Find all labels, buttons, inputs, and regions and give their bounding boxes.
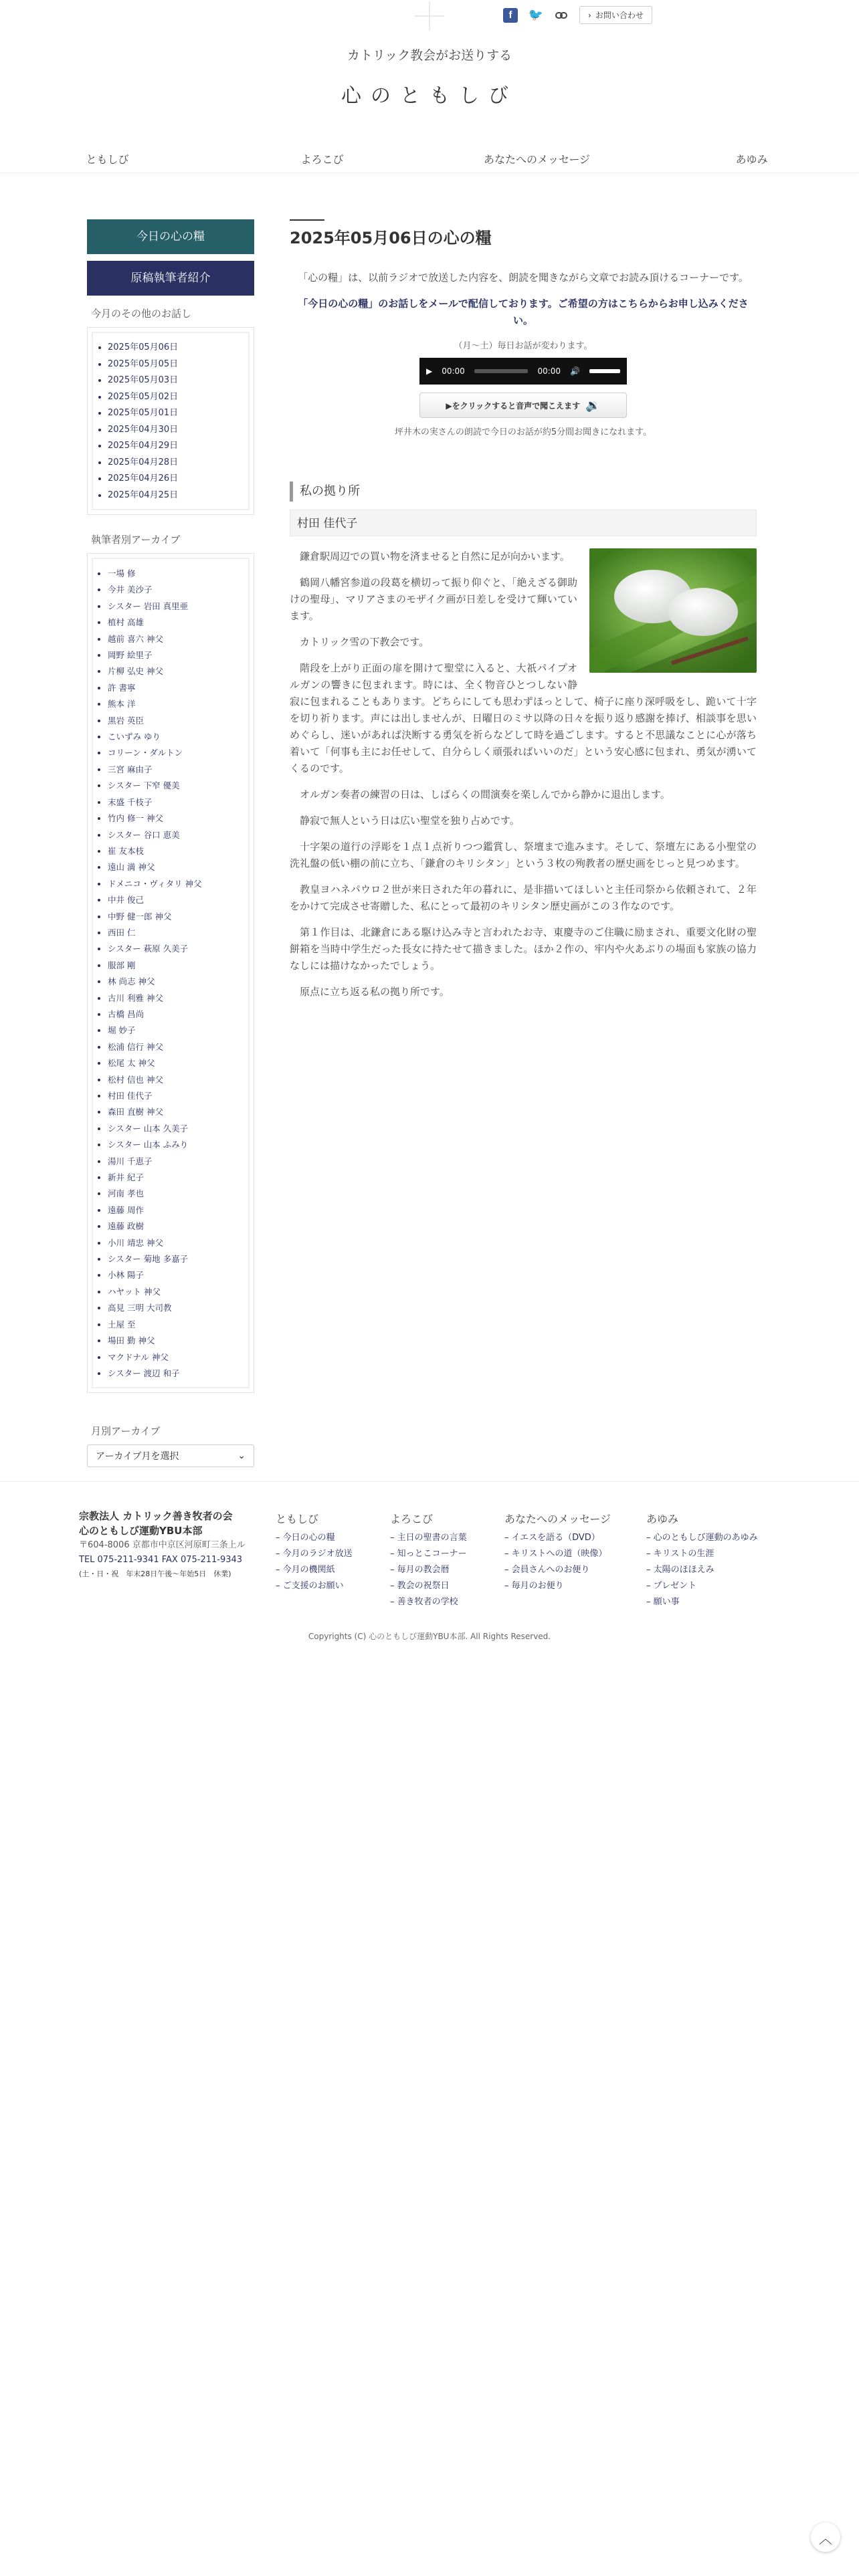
chevron-up-icon: ︿	[819, 2530, 832, 2547]
footer-link-label: 今月の機関紙	[282, 1565, 335, 1575]
audio-button-label: ▶をクリックすると音声で聞こえます	[446, 401, 581, 411]
dash-icon: –	[504, 1533, 512, 1543]
month-list-item[interactable]: • 2025年05月01日	[108, 405, 242, 422]
footer-link-label: 主日の聖書の言葉	[397, 1533, 467, 1543]
author-list-item[interactable]: • 中井 俊己	[108, 892, 242, 908]
footer-col-heading[interactable]: あなたへのメッセージ	[504, 1513, 611, 1525]
twitter-icon[interactable]: 🐦	[528, 8, 544, 22]
author-list-item[interactable]: • 松浦 信行 神父	[108, 1039, 242, 1055]
dash-icon: –	[276, 1549, 283, 1559]
footer-link-label: 毎月の教会暦	[397, 1565, 450, 1575]
author-list-item[interactable]: • シスター 山本 ふみり	[108, 1137, 242, 1153]
footer-col-heading[interactable]: ともしび	[276, 1513, 319, 1525]
dash-icon: –	[390, 1597, 397, 1607]
footer-col-yorokobi	[390, 1511, 467, 1610]
dash-icon: –	[504, 1549, 512, 1559]
intro-text: 「心の糧」は、以前ラジオで放送した内容を、朗読を聞きながら文章でお読み頂けるコーナーです。	[298, 272, 749, 284]
org-address: 〒604-8006 京都市中京区河原町三条上ル	[79, 1540, 246, 1550]
author-list-item[interactable]: • シスター 谷口 恵美	[108, 827, 242, 843]
footer-link[interactable]	[646, 1594, 758, 1610]
dash-icon: –	[646, 1533, 654, 1543]
org-hours: (土・日・祝 年末28日午後〜年始5日 休業)	[79, 1570, 231, 1578]
author-list-item[interactable]: • 松尾 太 神父	[108, 1055, 242, 1071]
author-list-item[interactable]: • 林 尚志 神父	[108, 974, 242, 990]
dash-icon: –	[390, 1533, 397, 1543]
mail-subscribe-link[interactable]: 「今日の心の糧」のお話しをメールで配信しております。ご希望の方はこちらからお申し込みください。	[298, 298, 749, 326]
today-button[interactable]: 今日の心の糧	[87, 219, 254, 254]
footer-link-label: 心のともしび運動のあゆみ	[653, 1533, 758, 1543]
back-to-top-button[interactable]	[811, 2523, 840, 2552]
dash-icon: –	[390, 1565, 397, 1575]
article-paragraph: オルガン奏者の練習の日は、しばらくの間演奏を楽しんでから静かに退出します。	[300, 788, 670, 800]
footer-link-label: ご支援のお願い	[282, 1581, 344, 1591]
author-list-item[interactable]: • 遠山 満 神父	[108, 859, 242, 875]
author-list-item[interactable]: • 黒岩 英臣	[108, 713, 242, 729]
authors-list-box	[87, 553, 254, 1393]
dash-icon: –	[504, 1565, 512, 1575]
month-list-item[interactable]: • 2025年05月03日	[108, 372, 242, 389]
footer-link[interactable]	[646, 1562, 758, 1578]
author-list-item[interactable]: • 小川 靖忠 神父	[108, 1235, 242, 1251]
author-list-item[interactable]: • 三宮 麻由子	[108, 762, 242, 778]
dash-icon: –	[646, 1581, 654, 1591]
author-list-item[interactable]: • 一場 修	[108, 566, 242, 582]
author-list-item[interactable]: • シスター 萩原 久美子	[108, 941, 242, 957]
author-list-item[interactable]: • 植村 高雄	[108, 615, 242, 631]
article-paragraph: 教皇ヨハネパウロ２世が来日された年の暮れに、是非描いてほしいと主任司祭から依頼されて、２年をかけて完成させ寄贈した、私にとって最初のキリシタン歴史画がこの３作なのです。	[290, 883, 757, 912]
footer-link-label: 毎月のお便り	[511, 1581, 564, 1591]
page-title: 2025年05月06日の心の糧	[290, 229, 492, 247]
month-list-item[interactable]: • 2025年05月05日	[108, 356, 242, 373]
footer-link-label: 教会の祝祭日	[397, 1581, 450, 1591]
footer-link[interactable]	[276, 1562, 353, 1578]
footer-link[interactable]	[390, 1546, 467, 1562]
author-list-item[interactable]: • 片柳 弘史 神父	[108, 663, 242, 679]
footer-col-heading[interactable]: よろこび	[390, 1513, 434, 1525]
footer-link[interactable]	[646, 1578, 758, 1594]
author-list-item[interactable]: • 河南 孝也	[108, 1186, 242, 1202]
dash-icon: –	[276, 1581, 283, 1591]
footer-link-label: キリストへの道（映像）	[511, 1549, 607, 1559]
footer-link[interactable]	[276, 1530, 353, 1546]
footer-link[interactable]	[276, 1546, 353, 1562]
footer-link-label: キリストの生涯	[653, 1549, 714, 1559]
audio-player	[419, 358, 627, 385]
month-list-item[interactable]: • 2025年04月30日	[108, 422, 242, 439]
nav-item-yorokobi[interactable]: よろこび	[300, 153, 344, 166]
audio-play-button[interactable]	[419, 393, 627, 418]
footer-link-label: 知っとこコーナー	[397, 1549, 467, 1559]
article-paragraph: 原点に立ち返る私の拠り所です。	[300, 986, 450, 998]
sidebar	[87, 219, 254, 1467]
month-list-item[interactable]: • 2025年04月26日	[108, 471, 242, 488]
footer-link[interactable]	[504, 1546, 611, 1562]
archive-heading: 月別アーカイブ	[91, 1425, 161, 1438]
dash-icon: –	[504, 1581, 512, 1591]
site-footer	[0, 1481, 859, 1655]
footer-link[interactable]	[390, 1562, 467, 1578]
author-list-item[interactable]: • 越前 喜六 神父	[108, 631, 242, 647]
org-name: 宗教法人 カトリック善き牧者の会	[79, 1510, 233, 1522]
author-list-item[interactable]: • 松村 信也 神父	[108, 1072, 242, 1088]
authors-intro-button[interactable]: 原稿執筆者紹介	[87, 261, 254, 296]
authors-heading: 執筆者別アーカイブ	[91, 534, 181, 546]
link-icon[interactable]	[554, 8, 569, 23]
cross-logo-icon	[415, 1, 444, 31]
footer-link[interactable]	[504, 1530, 611, 1546]
author-list-item[interactable]: • シスター 山本 久美子	[108, 1121, 242, 1137]
month-heading: 今月のその他のお話し	[91, 308, 192, 320]
dash-icon: –	[390, 1549, 397, 1559]
author-list-item[interactable]: • マクドナル 神父	[108, 1350, 242, 1366]
author-list-item[interactable]: • 新井 紀子	[108, 1170, 242, 1186]
nav-item-tomoshibi[interactable]: ともしび	[86, 153, 129, 166]
author-list-item[interactable]: • こいずみ ゆり	[108, 729, 242, 745]
footer-org	[79, 1509, 256, 1581]
dash-icon: –	[390, 1581, 397, 1591]
article-paragraph: 十字架の道行の浮彫を１点１点祈りつつ鑑賞し、祭壇まで進みます。そして、祭壇左にある小聖堂の洗礼盤の低い棚の前に立ち、「鎌倉のキリシタン」という３枚の殉教者の歴史画をじっと見つめます。	[290, 841, 757, 869]
footer-col-ayumi	[646, 1511, 758, 1610]
main-content	[290, 219, 757, 1010]
archive-month-select[interactable]	[87, 1444, 254, 1467]
author-list-item[interactable]: • 岡野 絵里子	[108, 647, 242, 663]
author-list-item[interactable]: • シスター 下窄 優美	[108, 778, 242, 794]
org-subname: 心のともしび運動YBU本部	[79, 1525, 203, 1537]
footer-col-heading[interactable]: あゆみ	[646, 1513, 679, 1525]
footer-col-message	[504, 1511, 611, 1594]
chevron-right-icon: ›	[588, 10, 591, 20]
author-list-item[interactable]: • 中野 健一郎 神父	[108, 909, 242, 925]
mochi-photo	[589, 548, 757, 673]
author-list-item[interactable]: • 竹内 修一 神父	[108, 811, 242, 827]
article-body	[290, 548, 757, 1000]
copyright: Copyrights (C) 心のともしび運動YBU本部. All Rights Reserved.	[308, 1632, 551, 1641]
chevron-down-icon: ⌄	[237, 1451, 246, 1462]
seek-bar[interactable]	[474, 369, 529, 373]
footer-link-label: 会員さんへのお便り	[511, 1565, 590, 1575]
author-list-item[interactable]: • 小林 陽子	[108, 1267, 242, 1283]
site-tagline: カトリック教会がお送りする	[347, 48, 512, 63]
org-tel: TEL 075-211-9341 FAX 075-211-9343	[79, 1555, 243, 1565]
schedule-note: （月〜土）毎日お話が変わります。	[454, 341, 593, 351]
author-list-item[interactable]: • コリーン・ダルトン	[108, 745, 242, 761]
author-list-item[interactable]: • 末盛 千枝子	[108, 794, 242, 811]
author-list-item[interactable]: • 村田 佳代子	[108, 1088, 242, 1104]
author-list-item[interactable]: • 古川 利雅 神父	[108, 990, 242, 1006]
author-list-item[interactable]: • 遠藤 政樹	[108, 1218, 242, 1235]
footer-link[interactable]	[504, 1578, 611, 1594]
author-list-item[interactable]: • 堀 妙子	[108, 1023, 242, 1039]
author-list-item[interactable]: • 森田 直樹 神父	[108, 1104, 242, 1120]
footer-col-tomoshibi	[276, 1511, 353, 1594]
author-list-item[interactable]: • 遠藤 周作	[108, 1202, 242, 1218]
article-paragraph: 第１作目は、北鎌倉にある駆け込み寺と言われたお寺、東慶寺のご住職に励まされ、重要文化財の聖餅箱を当時中学生だった長女に持たせて描きました。ほか２作の、牢内や火あぶりの場面も家族の協力なしには描けなかったでしょう。	[290, 926, 757, 972]
article-paragraph: 鎌倉駅周辺での買い物を済ませると自然に足が向かいます。	[300, 550, 570, 562]
author-list-item[interactable]: • シスター 岩田 真里亜	[108, 599, 242, 615]
author-list-item[interactable]: • 古橋 昌尚	[108, 1006, 242, 1023]
site-header	[0, 0, 859, 173]
volume-slider[interactable]	[589, 369, 620, 373]
footer-link[interactable]	[390, 1594, 467, 1610]
author-list-item[interactable]: • 許 書寧	[108, 680, 242, 696]
footer-link[interactable]	[646, 1530, 758, 1546]
footer-link[interactable]	[504, 1562, 611, 1578]
footer-link-label: プレゼント	[653, 1581, 697, 1591]
section-title: 私の拠り所	[290, 481, 757, 502]
month-list-item[interactable]: • 2025年04月28日	[108, 455, 242, 471]
article-paragraph: 静寂で無人という日は広い聖堂を独り占めです。	[300, 815, 520, 827]
month-list-item[interactable]: • 2025年04月29日	[108, 438, 242, 455]
contact-button[interactable]	[579, 6, 652, 24]
play-icon[interactable]: ▶	[426, 366, 433, 376]
dash-icon: –	[276, 1533, 283, 1543]
global-nav	[0, 148, 859, 175]
author-list-item[interactable]: • 今井 美沙子	[108, 582, 242, 598]
footer-link[interactable]	[390, 1530, 467, 1546]
footer-link[interactable]	[646, 1546, 758, 1562]
dash-icon: –	[276, 1565, 283, 1575]
author-list-item[interactable]: • 土屋 至	[108, 1317, 242, 1333]
title-rule	[290, 219, 324, 221]
dash-icon: –	[646, 1597, 654, 1607]
author-list-item[interactable]: • シスター 渡辺 和子	[108, 1366, 242, 1382]
article-paragraph: 階段を上がり正面の扉を開けて聖堂に入ると、大祇パイプオルガンの響きに包まれます。時には、全く物音ひとつしない静寂に包まれることもあります。どちらにしても思わずほっとして、椅子に座り深呼吸をし、跪いて十字を切り祈ります。声には出しませんが、日曜日のミサ以降の日々を振り返り感謝を捧げ、相談事を思いめぐらし、迷いがあれば決断する勇気を祈らなどして時を過ごします。すると不思議なことに心が落ち着いて「何事も主にお任せして、自分らしく頑張ればいいのだ」という安心感に包まれ、勇気が湧いてくるのです。	[290, 662, 757, 774]
time-elapsed: 00:00	[442, 366, 465, 376]
month-list-item[interactable]: • 2025年05月06日	[108, 340, 242, 356]
footer-link[interactable]	[390, 1578, 467, 1594]
author-list-item[interactable]: • 崔 友本枝	[108, 843, 242, 859]
time-total: 00:00	[537, 366, 561, 376]
nav-item-ayumi[interactable]: あゆみ	[735, 153, 768, 166]
author-list-item[interactable]: • 湯川 千恵子	[108, 1154, 242, 1170]
author-list-item[interactable]: • 西田 仁	[108, 925, 242, 941]
author-list-item[interactable]: • シスター 菊地 多嘉子	[108, 1251, 242, 1267]
author-list-item[interactable]: • ハヤット 神父	[108, 1284, 242, 1300]
site-title[interactable]: 心のともしび	[341, 84, 518, 108]
article-paragraph: カトリック雪の下教会です。	[300, 636, 430, 648]
month-list-item[interactable]: • 2025年04月25日	[108, 488, 242, 504]
archive-select-value: アーカイブ月を選択	[96, 1451, 179, 1463]
author-list-item[interactable]: • 場田 勤 神父	[108, 1333, 242, 1349]
footer-link-label: イエスを語る（DVD）	[511, 1533, 600, 1543]
article-paragraph: 鶴岡八幡宮参道の段葛を横切って振り仰ぐと、「絶えざる御助けの聖母」、マリアさまのモザイク画が日差しを受けて輝いています。	[290, 576, 577, 622]
author-list-item[interactable]: • ドメニコ・ヴィタリ 神父	[108, 876, 242, 892]
author-list	[108, 566, 242, 1382]
footer-link-label: 願い事	[653, 1597, 680, 1607]
footer-link-label: 善き牧者の学校	[397, 1597, 458, 1607]
volume-icon[interactable]: 🔊	[570, 366, 580, 376]
month-list-item[interactable]: • 2025年05月02日	[108, 389, 242, 406]
header-utility-bar	[503, 6, 652, 24]
facebook-icon[interactable]: f	[503, 8, 518, 23]
contact-label: お問い合わせ	[595, 11, 644, 20]
footer-link[interactable]	[276, 1578, 353, 1594]
nav-item-message[interactable]: あなたへのメッセージ	[483, 153, 591, 166]
audio-note: 坪井木の実さんの朗読で今日のお話が約5分間お聞きになれます。	[394, 427, 652, 437]
speaker-icon: 🔉	[585, 398, 601, 413]
author-list-item[interactable]: • 熊本 洋	[108, 696, 242, 712]
footer-link-label: 今日の心の糧	[282, 1533, 335, 1543]
footer-link-label: 太陽のほほえみ	[653, 1565, 714, 1575]
month-list-box	[87, 327, 254, 515]
dash-icon: –	[646, 1565, 654, 1575]
footer-link-label: 今月のラジオ放送	[282, 1549, 353, 1559]
month-list	[108, 340, 242, 504]
dash-icon: –	[646, 1549, 654, 1559]
author-list-item[interactable]: • 服部 剛	[108, 958, 242, 974]
author-list-item[interactable]: • 高見 三明 大司教	[108, 1300, 242, 1316]
author-name: 村田 佳代子	[290, 510, 757, 536]
